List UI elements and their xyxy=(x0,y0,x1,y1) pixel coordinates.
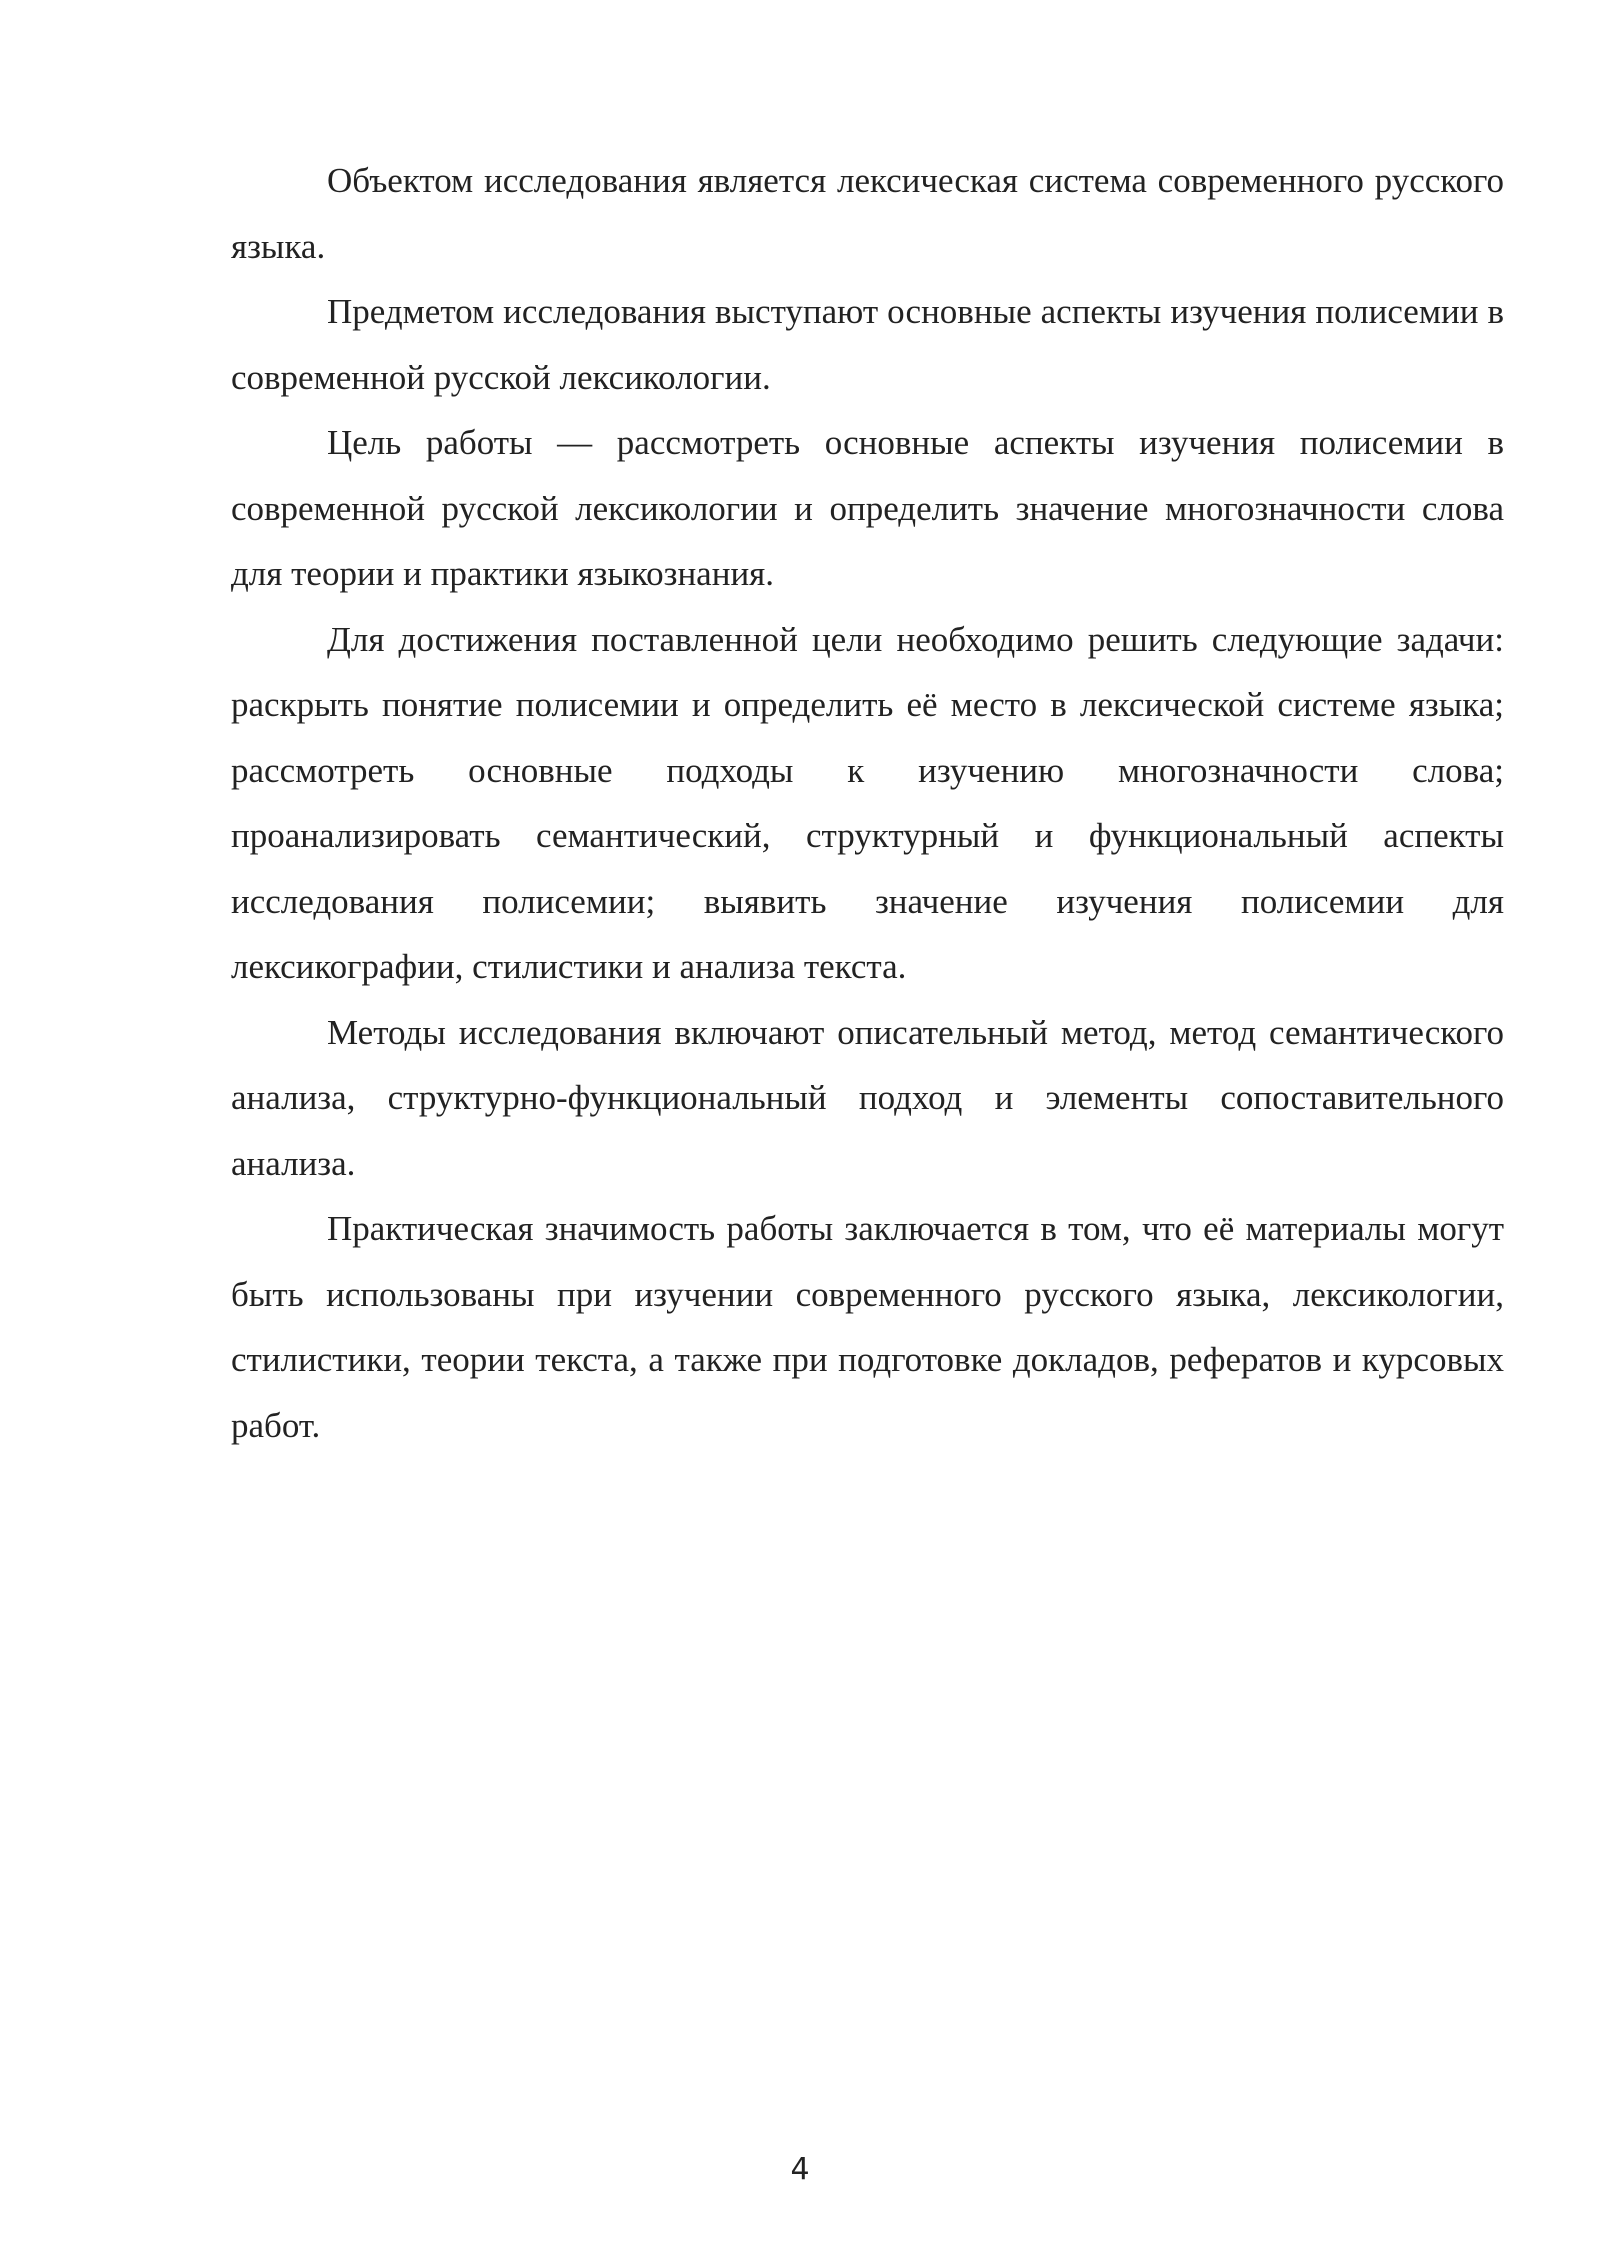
page-number: 4 xyxy=(790,2152,810,2187)
paragraph-tasks: Для достижения поставленной цели необходимо решить следующие задачи: раскрыть понятие полисемии и определить её место в лексической системе языка; рассмотреть основные подходы к изучению многозначности слова; проанализировать семантический, структурный и функциональный аспекты исследования полисемии; выявить значение изучения полисемии для лексикографии, стилистики и анализа текста. xyxy=(231,619,1504,986)
paragraph-subject-of-study: Предметом исследования выступают основные аспекты изучения полисемии в современной русской лексикологии. xyxy=(231,292,1504,397)
document-body xyxy=(231,148,1504,1458)
paragraph-object-of-study: Объектом исследования является лексическая система современного русского языка. xyxy=(231,161,1504,266)
paragraph-methods: Методы исследования включают описательный метод, метод семантического анализа, структурно-функциональный подход и элементы сопоставительного анализа. xyxy=(231,1012,1504,1183)
paragraph-goal: Цель работы — рассмотреть основные аспекты изучения полисемии в современной русской лексикологии и определить значение многозначности слова для теории и практики языкознания. xyxy=(231,423,1504,593)
paragraph-practical-significance: Практическая значимость работы заключается в том, что её материалы могут быть использованы при изучении современного русского языка, лексикологии, стилистики, теории текста, а также при подготовке докладов, рефератов и курсовых работ. xyxy=(231,1209,1504,1445)
